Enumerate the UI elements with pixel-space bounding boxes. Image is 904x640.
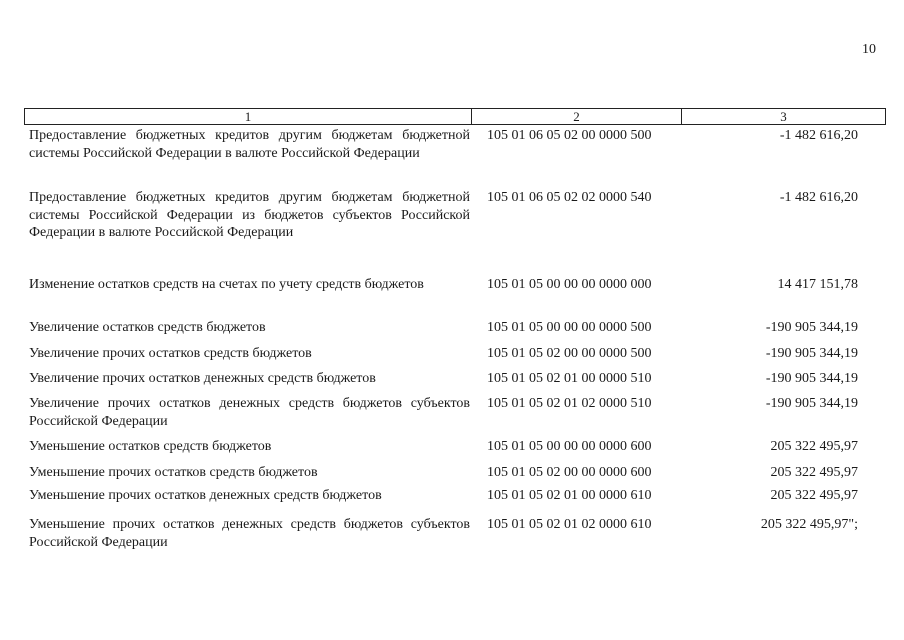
row-code: 105 01 05 02 01 02 0000 510 [487,396,652,411]
row-amount: 205 322 495,97"; [760,517,858,532]
row-code: 105 01 05 02 00 00 0000 500 [487,346,652,361]
row-name: Предоставление бюджетных кредитов другим бюджетам бюджетной системы Российской Федерации в валюте Российской Федерации [29,128,470,161]
row-name: Увеличение прочих остатков денежных средств бюджетов субъектов Российской Федерации [29,396,470,429]
row-code: 105 01 06 05 02 02 0000 540 [487,190,652,205]
row-amount: 205 322 495,97 [770,488,858,503]
table-header [24,108,886,125]
row-name: Уменьшение прочих остатков средств бюджетов [29,465,318,480]
page-number: 10 [862,42,876,57]
header-col-1: 1 [25,109,472,124]
row-amount: -1 482 616,20 [779,190,858,205]
row-amount: -190 905 344,19 [765,320,858,335]
row-name: Изменение остатков средств на счетах по учету средств бюджетов [29,277,424,292]
row-amount: 205 322 495,97 [770,439,858,454]
row-amount: -190 905 344,19 [765,346,858,361]
row-amount: 14 417 151,78 [777,277,858,292]
row-code: 105 01 05 02 01 02 0000 610 [487,517,652,532]
row-code: 105 01 05 00 00 00 0000 500 [487,320,652,335]
row-name: Уменьшение прочих остатков денежных средств бюджетов [29,488,382,503]
row-code: 105 01 05 00 00 00 0000 000 [487,277,652,292]
row-code: 105 01 05 02 00 00 0000 600 [487,465,652,480]
row-amount: -190 905 344,19 [765,396,858,411]
row-name: Увеличение прочих остатков средств бюджетов [29,346,312,361]
row-amount: -1 482 616,20 [779,128,858,143]
header-col-2: 2 [472,109,682,124]
row-code: 105 01 05 00 00 00 0000 600 [487,439,652,454]
row-name: Увеличение прочих остатков денежных средств бюджетов [29,371,376,386]
header-col-3: 3 [780,109,787,124]
row-code: 105 01 06 05 02 00 0000 500 [487,128,652,143]
row-name: Предоставление бюджетных кредитов другим бюджетам бюджетной системы Российской Федерации из бюджетов субъектов Российской Федерации в валюте Российской Федерации [29,190,470,240]
row-name: Уменьшение остатков средств бюджетов [29,439,272,454]
row-amount: 205 322 495,97 [770,465,858,480]
row-amount: -190 905 344,19 [765,371,858,386]
row-code: 105 01 05 02 01 00 0000 510 [487,371,652,386]
row-name: Увеличение остатков средств бюджетов [29,320,266,335]
row-name: Уменьшение прочих остатков денежных средств бюджетов субъектов Российской Федерации [29,517,470,550]
row-code: 105 01 05 02 01 00 0000 610 [487,488,652,503]
